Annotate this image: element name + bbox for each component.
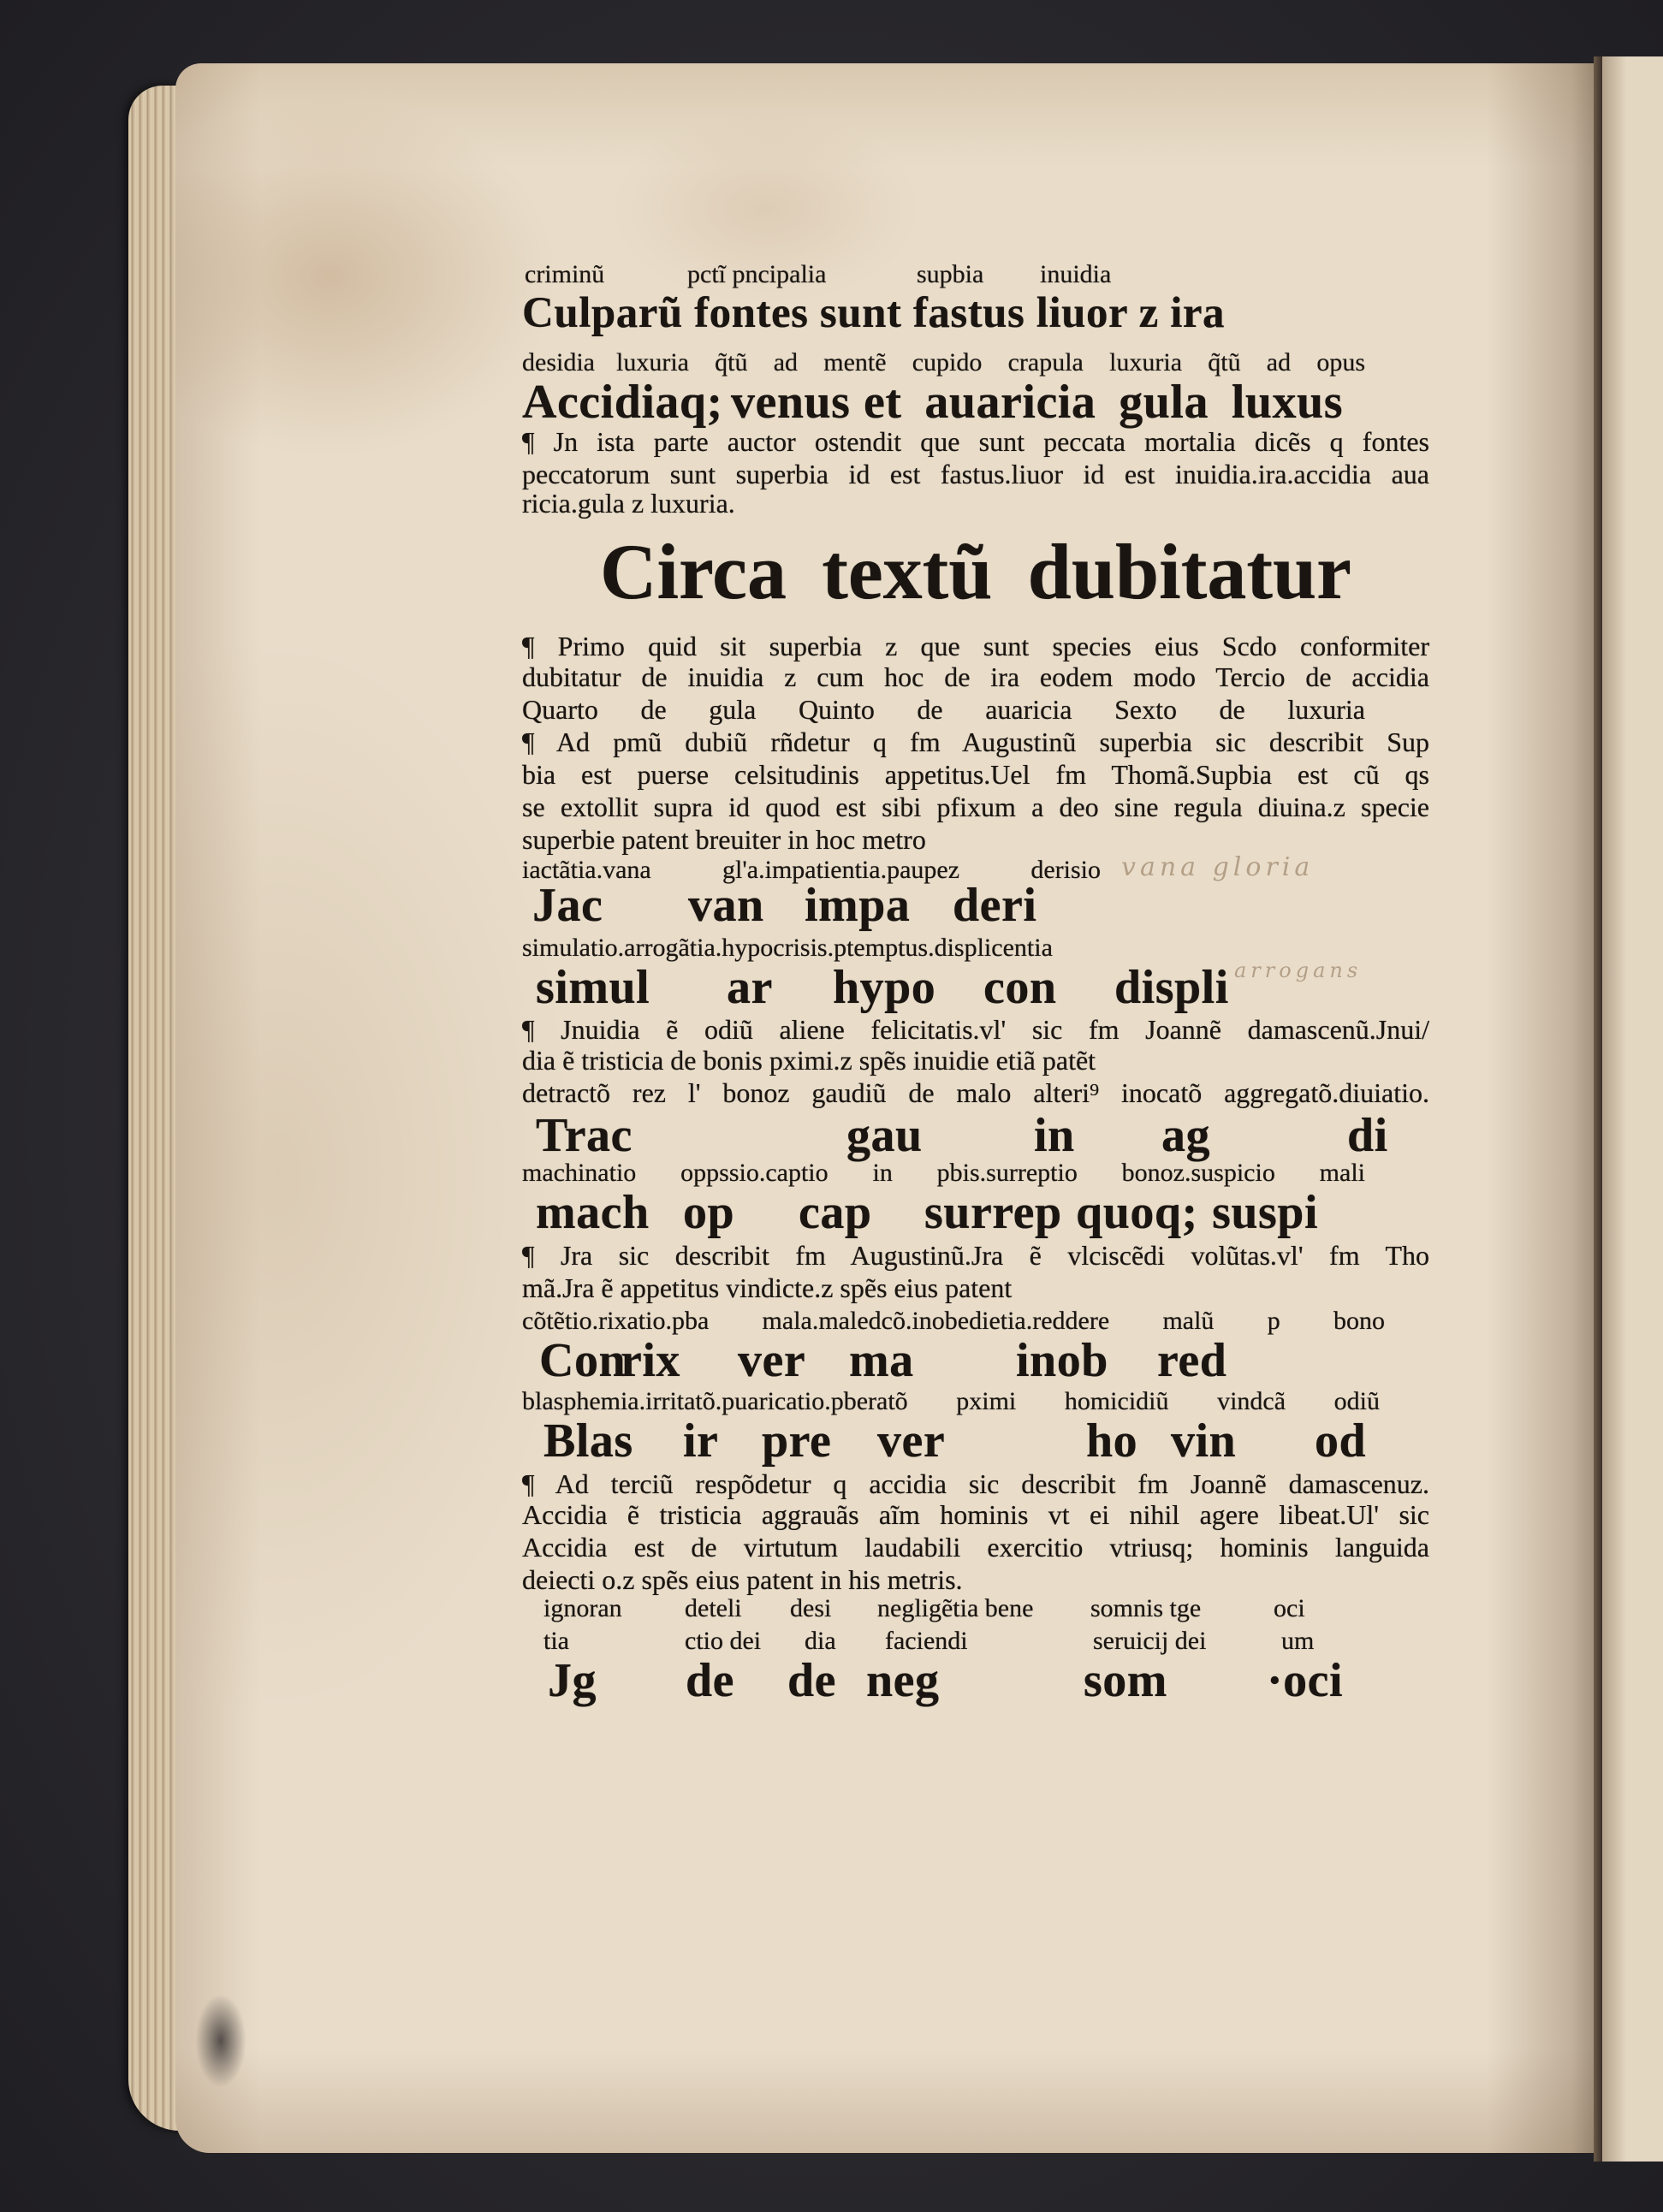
verse-word: ver [738, 1334, 806, 1387]
verse-2-line [522, 374, 1429, 430]
dubia-line: ¶ Primo quid sit superbia z que sunt species eius Scdo conformiter [522, 631, 1429, 661]
verse-word: Jac [532, 879, 603, 932]
superbia-gloss-2: simulatio.arrogãtia.hypocrisis.ptemptus.displicentia [522, 934, 1053, 962]
accidia-line: Accidia est de virtutum laudabili exercitio vtriusq; hominis languida [522, 1532, 1429, 1563]
ira-verse-2 [522, 1413, 1429, 1469]
verse-word: cap [799, 1186, 872, 1239]
verse-word: venus [731, 376, 851, 429]
verse-word: Trac [536, 1109, 633, 1162]
gloss-word: negligẽtia bene [877, 1594, 1034, 1622]
accidia-line: ¶ Ad terciũ respõdetur q accidia sic describit fm Joannẽ damascenuz. [522, 1468, 1429, 1499]
verse-1-line: Culparũ fontes sunt fastus liuor z ira [522, 289, 1225, 337]
verse-word: neg [866, 1654, 940, 1707]
dubia-line: Quarto de gula Quinto de auaricia Sexto de luxuria [522, 694, 1365, 725]
verse-word: op [683, 1186, 735, 1239]
inuidia-line: ¶ Jnuidia ẽ odiũ aliene felicitatis.vl' sic fm Joannẽ damascenũ.Jnui/ [522, 1014, 1429, 1045]
commentary-line: ricia.gula z luxuria. [522, 488, 735, 519]
accidia-verse [522, 1652, 1429, 1709]
verse-word: de [686, 1654, 734, 1707]
verse-word: in [1034, 1109, 1075, 1162]
ira-verse-1 [522, 1332, 1429, 1389]
gloss-word: faciendi [885, 1627, 968, 1655]
book-gutter [1594, 56, 1602, 2162]
verse-word: ·oci [1267, 1654, 1344, 1707]
verse-word: som [1084, 1654, 1167, 1707]
gloss-word: supbia [917, 260, 984, 288]
verse-word: ir [683, 1414, 719, 1468]
superbia-verse-2 [522, 959, 1429, 1016]
verse-word: deri [953, 879, 1037, 932]
superbia-line: ¶ Ad pmũ dubiũ rñdetur q fm Augustinũ superbia sic describit Sup [522, 726, 1429, 757]
gloss-word: somnis tge [1090, 1594, 1202, 1622]
gloss-word: ignoran [543, 1594, 622, 1622]
verse-word: simul [536, 961, 650, 1014]
verse-word: vin [1171, 1414, 1237, 1468]
verse-word: ho [1086, 1414, 1138, 1468]
inuidia-verse-1 [522, 1107, 1429, 1164]
gloss-word: deteli [685, 1594, 742, 1622]
accidia-line: Accidia ẽ tristicia aggrauãs aĩm hominis vt ei nihil agere libeat.Ul' sic [522, 1499, 1429, 1530]
gloss-word: ctio dei [685, 1627, 762, 1655]
gloss-word: inuidia [1040, 260, 1112, 288]
printed-text-block [522, 0, 1429, 2212]
dubia-line: dubitatur de inuidia z cum hoc de ira eodem modo Tercio de accidia [522, 661, 1429, 692]
inuidia-gloss-2: machinatio oppssio.captio in pbis.surreptio bonoz.suspicio mali [522, 1159, 1365, 1187]
verse-word: hypo [833, 961, 936, 1014]
commentary-line: ¶ Jn ista parte auctor ostendit que sunt peccata mortalia dicẽs q fontes [522, 426, 1429, 457]
verse-word: pre [762, 1414, 832, 1468]
verse-word: red [1157, 1334, 1227, 1387]
superbia-verse-1 [522, 877, 1429, 934]
superbia-gloss-1: iactãtia.vana gl'a.impatientia.paupez derisio [522, 856, 1101, 884]
gloss-word: tia [543, 1627, 569, 1655]
verse-word: inob [1016, 1334, 1108, 1387]
verse-word: di [1347, 1109, 1388, 1162]
verse-word: van [688, 879, 764, 932]
verse-word: gau [846, 1109, 923, 1162]
handwritten-note: arrogans [1234, 958, 1363, 982]
inuidia-verse-2 [522, 1184, 1429, 1241]
facing-page-edge [1602, 56, 1663, 2162]
verse-word: impa [805, 879, 911, 932]
inuidia-line: dia ẽ tristicia de bonis pximi.z spẽs inuidie etiã patẽt [522, 1045, 1096, 1076]
ira-line: ¶ Jra sic describit fm Augustinũ.Jra ẽ vlciscẽdi volũtas.vl' fm Tho [522, 1240, 1429, 1271]
verse-word: con [983, 961, 1057, 1014]
verse-word: Jg [548, 1654, 597, 1707]
verse-word: mach [536, 1186, 650, 1239]
ira-gloss-1: cõtẽtio.rixatio.pba mala.maledcõ.inobedietia.reddere malũ p bono [522, 1307, 1385, 1335]
section-heading: Circa textũ dubitatur [600, 528, 1351, 615]
verse-word: Blas [543, 1414, 633, 1468]
accidia-gloss-top [522, 1593, 1429, 1624]
ira-gloss-2: blasphemia.irritatõ.puaricatio.pberatõ pximi homicidiũ vindcã odiũ [522, 1387, 1380, 1415]
handwritten-note: vana gloria [1121, 852, 1315, 882]
gloss-word: criminũ [525, 260, 605, 288]
ira-line: mã.Jra ẽ appetitus vindicte.z spẽs eius patent [522, 1272, 1013, 1303]
verse-word: ver [877, 1414, 946, 1468]
verse-word: ar [727, 961, 773, 1014]
gloss-word: um [1281, 1627, 1315, 1655]
superbia-line: bia est puerse celsitudinis appetitus.Uel fm Thomã.Supbia est cũ qs [522, 759, 1429, 790]
inuidia-line: detractõ rez l' bonoz gaudiũ de malo alteri⁹ inocatõ aggregatõ.diuiatio. [522, 1077, 1429, 1108]
gloss-word: seruicij dei [1093, 1627, 1207, 1655]
verse-word: rix [621, 1334, 680, 1387]
superbia-line: superbie patent breuiter in hoc metro [522, 824, 926, 855]
accidia-line: deiecti o.z spẽs eius patent in his metris. [522, 1564, 963, 1595]
verse-phrase: surrep quoq; suspi [924, 1186, 1318, 1239]
gloss-word: oci [1274, 1594, 1305, 1622]
gloss-word: desidia [522, 348, 595, 377]
commentary-line: peccatorum sunt superbia id est fastus.liuor id est inuidia.ira.accidia aua [522, 459, 1429, 489]
verse-word: displi [1114, 961, 1229, 1014]
gloss-word: pctĩ pncipalia [687, 260, 827, 288]
verse-word: od [1315, 1414, 1367, 1468]
verse-word: ag [1161, 1109, 1210, 1162]
superbia-line: se extollit supra id quod est sibi pfixum a deo sine regula diuina.z specie [522, 792, 1429, 822]
gloss-word: dia [805, 1627, 836, 1655]
verse-word: de [787, 1654, 836, 1707]
verse-word: Accidiaq; [522, 376, 723, 429]
verse-word: Con [539, 1334, 627, 1387]
gloss-word: desi [790, 1594, 832, 1622]
ink-smudge [195, 1994, 246, 2088]
gloss-phrase: luxuria q̃tũ ad mentẽ cupido crapula luxuria q̃tũ ad opus [616, 348, 1365, 377]
verse-word: ma [849, 1334, 914, 1387]
verse-phrase: et auaricia gula luxus [864, 376, 1343, 429]
